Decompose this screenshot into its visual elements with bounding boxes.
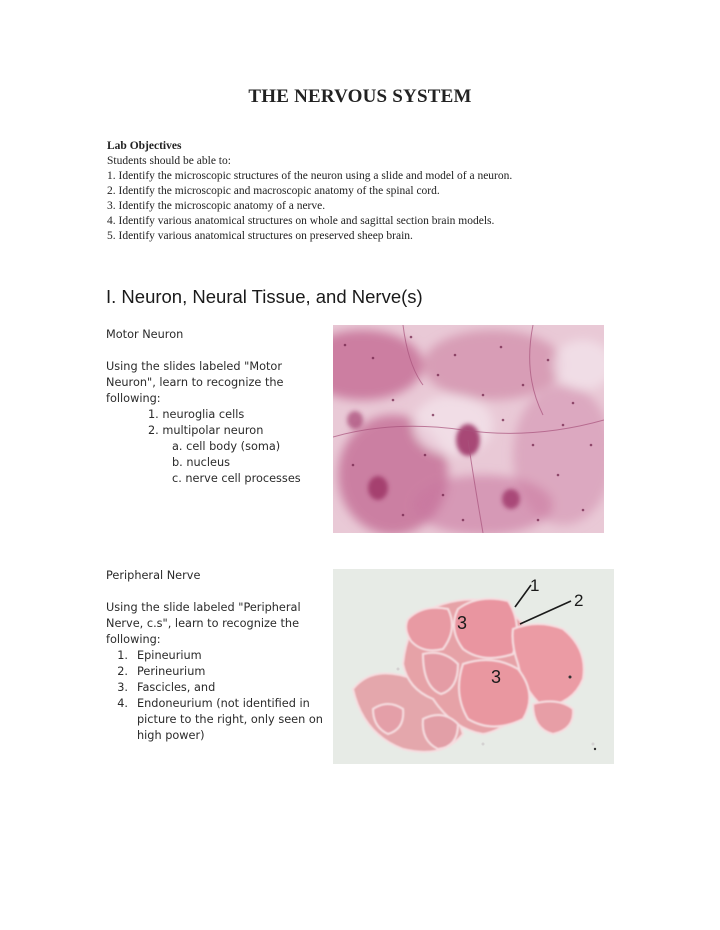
peripheral-nerve-micrograph xyxy=(333,569,614,764)
figure-label: 1 xyxy=(530,576,540,595)
peripheral-nerve-instructions: Using the slide labeled "Peripheral Nerve, c.s", learn to recognize the following: xyxy=(106,601,301,646)
objectives-list xyxy=(107,169,667,244)
motor-item: 1. neuroglia cells xyxy=(148,408,245,421)
motor-subitem: c. nerve cell processes xyxy=(172,472,301,485)
peripheral-nerve-subheading: Peripheral Nerve xyxy=(106,569,201,582)
objectives-heading: Lab Objectives xyxy=(107,140,182,152)
objective-item: 3. Identify the microscopic anatomy of a nerve. xyxy=(107,200,326,212)
motor-subitem: a. cell body (soma) xyxy=(172,440,281,453)
figure-label: 3 xyxy=(457,613,468,633)
peripheral-nerve-block xyxy=(106,568,326,744)
objective-item: 4. Identify various anatomical structures on whole and sagittal section brain models. xyxy=(107,215,495,227)
lab-objectives xyxy=(107,139,667,244)
motor-neuron-subheading: Motor Neuron xyxy=(106,328,184,341)
motor-neuron-micrograph xyxy=(333,325,604,533)
objective-item: 2. Identify the microscopic and macroscopic anatomy of the spinal cord. xyxy=(107,185,440,197)
objective-item: 1. Identify the microscopic structures of the neuron using a slide and model of a neuron. xyxy=(107,170,513,182)
motor-subitem: b. nucleus xyxy=(172,456,231,469)
figure-label: 3 xyxy=(491,667,502,687)
motor-neuron-block xyxy=(106,327,326,487)
objectives-intro: Students should be able to: xyxy=(107,155,231,167)
peripheral-item: 4. Endoneurium (not identified in picture to the right, only seen on high power) xyxy=(117,697,323,742)
figure-label: 2 xyxy=(574,591,584,610)
section-heading: I. Neuron, Neural Tissue, and Nerve(s) xyxy=(106,286,423,307)
peripheral-item: 3. Fascicles, and xyxy=(117,681,216,694)
motor-item: 2. multipolar neuron xyxy=(148,424,264,437)
peripheral-item: 1. Epineurium xyxy=(117,649,202,662)
objective-item: 5. Identify various anatomical structures on preserved sheep brain. xyxy=(107,230,413,242)
page-title: THE NERVOUS SYSTEM xyxy=(248,86,472,107)
motor-neuron-instructions: Using the slides labeled "Motor Neuron", learn to recognize the following: xyxy=(106,360,284,405)
peripheral-item: 2. Perineurium xyxy=(117,665,206,678)
peripheral-list xyxy=(106,648,326,744)
